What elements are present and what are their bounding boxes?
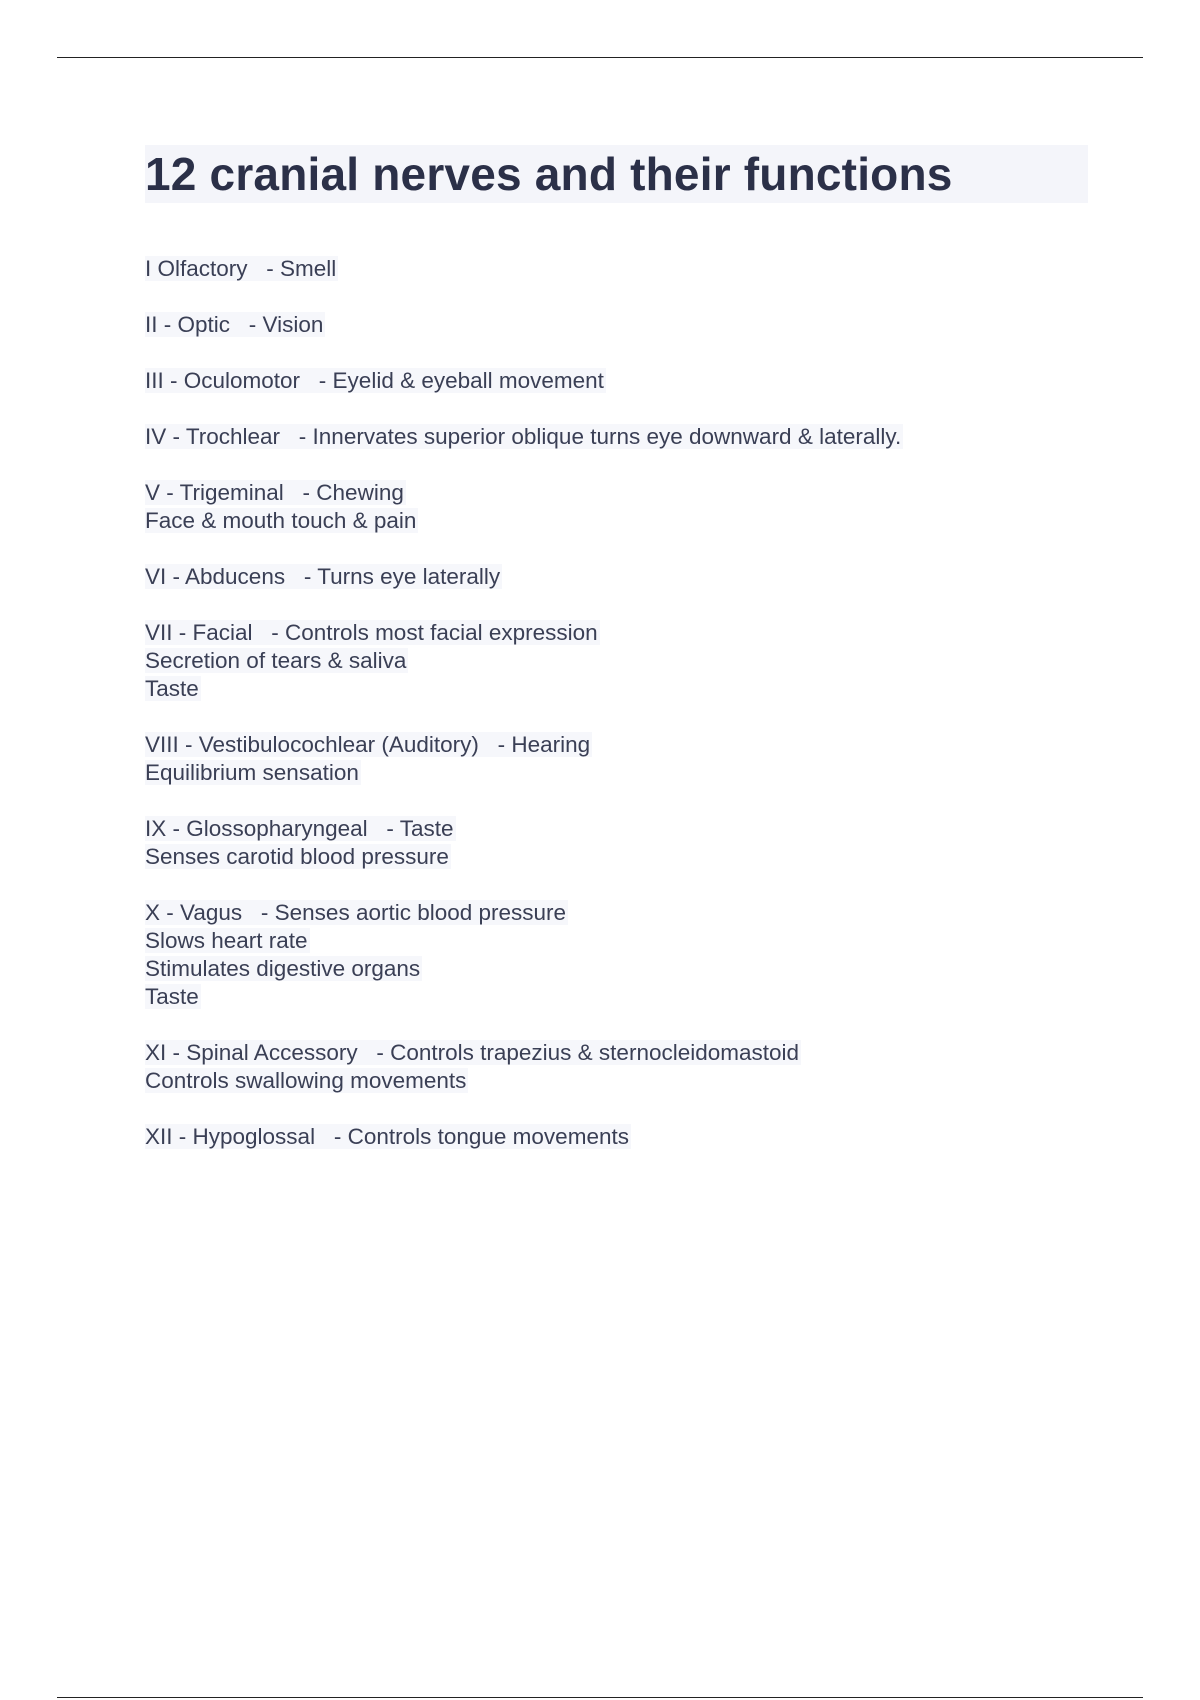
nerve-entry: VI - Abducens - Turns eye laterally xyxy=(145,564,501,589)
nerve-name: XI - Spinal Accessory xyxy=(145,1040,358,1065)
nerve-name: II - Optic xyxy=(145,312,231,337)
nerve-function: Eyelid & eyeball movement xyxy=(332,368,604,393)
nerve-name: III - Oculomotor xyxy=(145,368,301,393)
nerve-name: XII - Hypoglossal xyxy=(145,1124,316,1149)
nerve-name: VIII - Vestibulocochlear (Auditory) xyxy=(145,732,479,757)
nerve-function: Controls swallowing movements xyxy=(145,1068,467,1093)
nerve-name: V - Trigeminal xyxy=(145,480,284,505)
nerve-name: IX - Glossopharyngeal xyxy=(145,816,368,841)
nerve-entry: VIII - Vestibulocochlear (Auditory) - Hearing Equilibrium sensation xyxy=(145,732,591,785)
nerve-function: Chewing xyxy=(316,480,404,505)
nerve-list xyxy=(145,255,1045,1179)
nerve-function: Secretion of tears & saliva xyxy=(145,648,407,673)
nerve-function: Controls most facial expression xyxy=(285,620,598,645)
nerve-entry: VII - Facial - Controls most facial expression Secretion of tears & saliva Taste xyxy=(145,620,598,701)
nerve-function: Hearing xyxy=(511,732,591,757)
nerve-function: Vision xyxy=(262,312,324,337)
nerve-function: Stimulates digestive organs xyxy=(145,956,421,981)
nerve-entry: II - Optic - Vision xyxy=(145,312,324,337)
nerve-entry: I Olfactory - Smell xyxy=(145,256,337,281)
nerve-name: VI - Abducens xyxy=(145,564,286,589)
nerve-entry: X - Vagus - Senses aortic blood pressure Slows heart rate Stimulates digestive organs Taste xyxy=(145,900,567,1009)
nerve-function: Slows heart rate xyxy=(145,928,308,953)
nerve-function: Taste xyxy=(145,676,199,701)
nerve-function: Turns eye laterally xyxy=(317,564,501,589)
nerve-name: VII - Facial xyxy=(145,620,253,645)
nerve-entry: XI - Spinal Accessory - Controls trapezius & sternocleidomastoid Controls swallowing movements xyxy=(145,1040,800,1093)
nerve-function: Smell xyxy=(280,256,337,281)
nerve-function: Equilibrium sensation xyxy=(145,760,359,785)
nerve-entry: IX - Glossopharyngeal - Taste Senses carotid blood pressure xyxy=(145,816,454,869)
nerve-function: Innervates superior oblique turns eye downward & laterally. xyxy=(312,424,902,449)
nerve-function: Taste xyxy=(145,984,199,1009)
nerve-function: Senses aortic blood pressure xyxy=(274,900,567,925)
nerve-name: X - Vagus xyxy=(145,900,243,925)
page-title: 12 cranial nerves and their functions xyxy=(145,145,1088,203)
nerve-name: I Olfactory xyxy=(145,256,248,281)
nerve-function: Face & mouth touch & pain xyxy=(145,508,417,533)
nerve-entry: V - Trigeminal - Chewing Face & mouth touch & pain xyxy=(145,480,417,533)
nerve-function: Controls tongue movements xyxy=(347,1124,629,1149)
nerve-entry: IV - Trochlear - Innervates superior oblique turns eye downward & laterally. xyxy=(145,424,902,449)
nerve-function: Senses carotid blood pressure xyxy=(145,844,449,869)
nerve-entry: XII - Hypoglossal - Controls tongue movements xyxy=(145,1124,629,1149)
bottom-rule xyxy=(57,1697,1143,1698)
nerve-function: Taste xyxy=(399,816,454,841)
nerve-function: Controls trapezius & sternocleidomastoid xyxy=(390,1040,800,1065)
nerve-name: IV - Trochlear xyxy=(145,424,281,449)
nerve-entry: III - Oculomotor - Eyelid & eyeball movement xyxy=(145,368,604,393)
top-rule xyxy=(57,57,1143,58)
